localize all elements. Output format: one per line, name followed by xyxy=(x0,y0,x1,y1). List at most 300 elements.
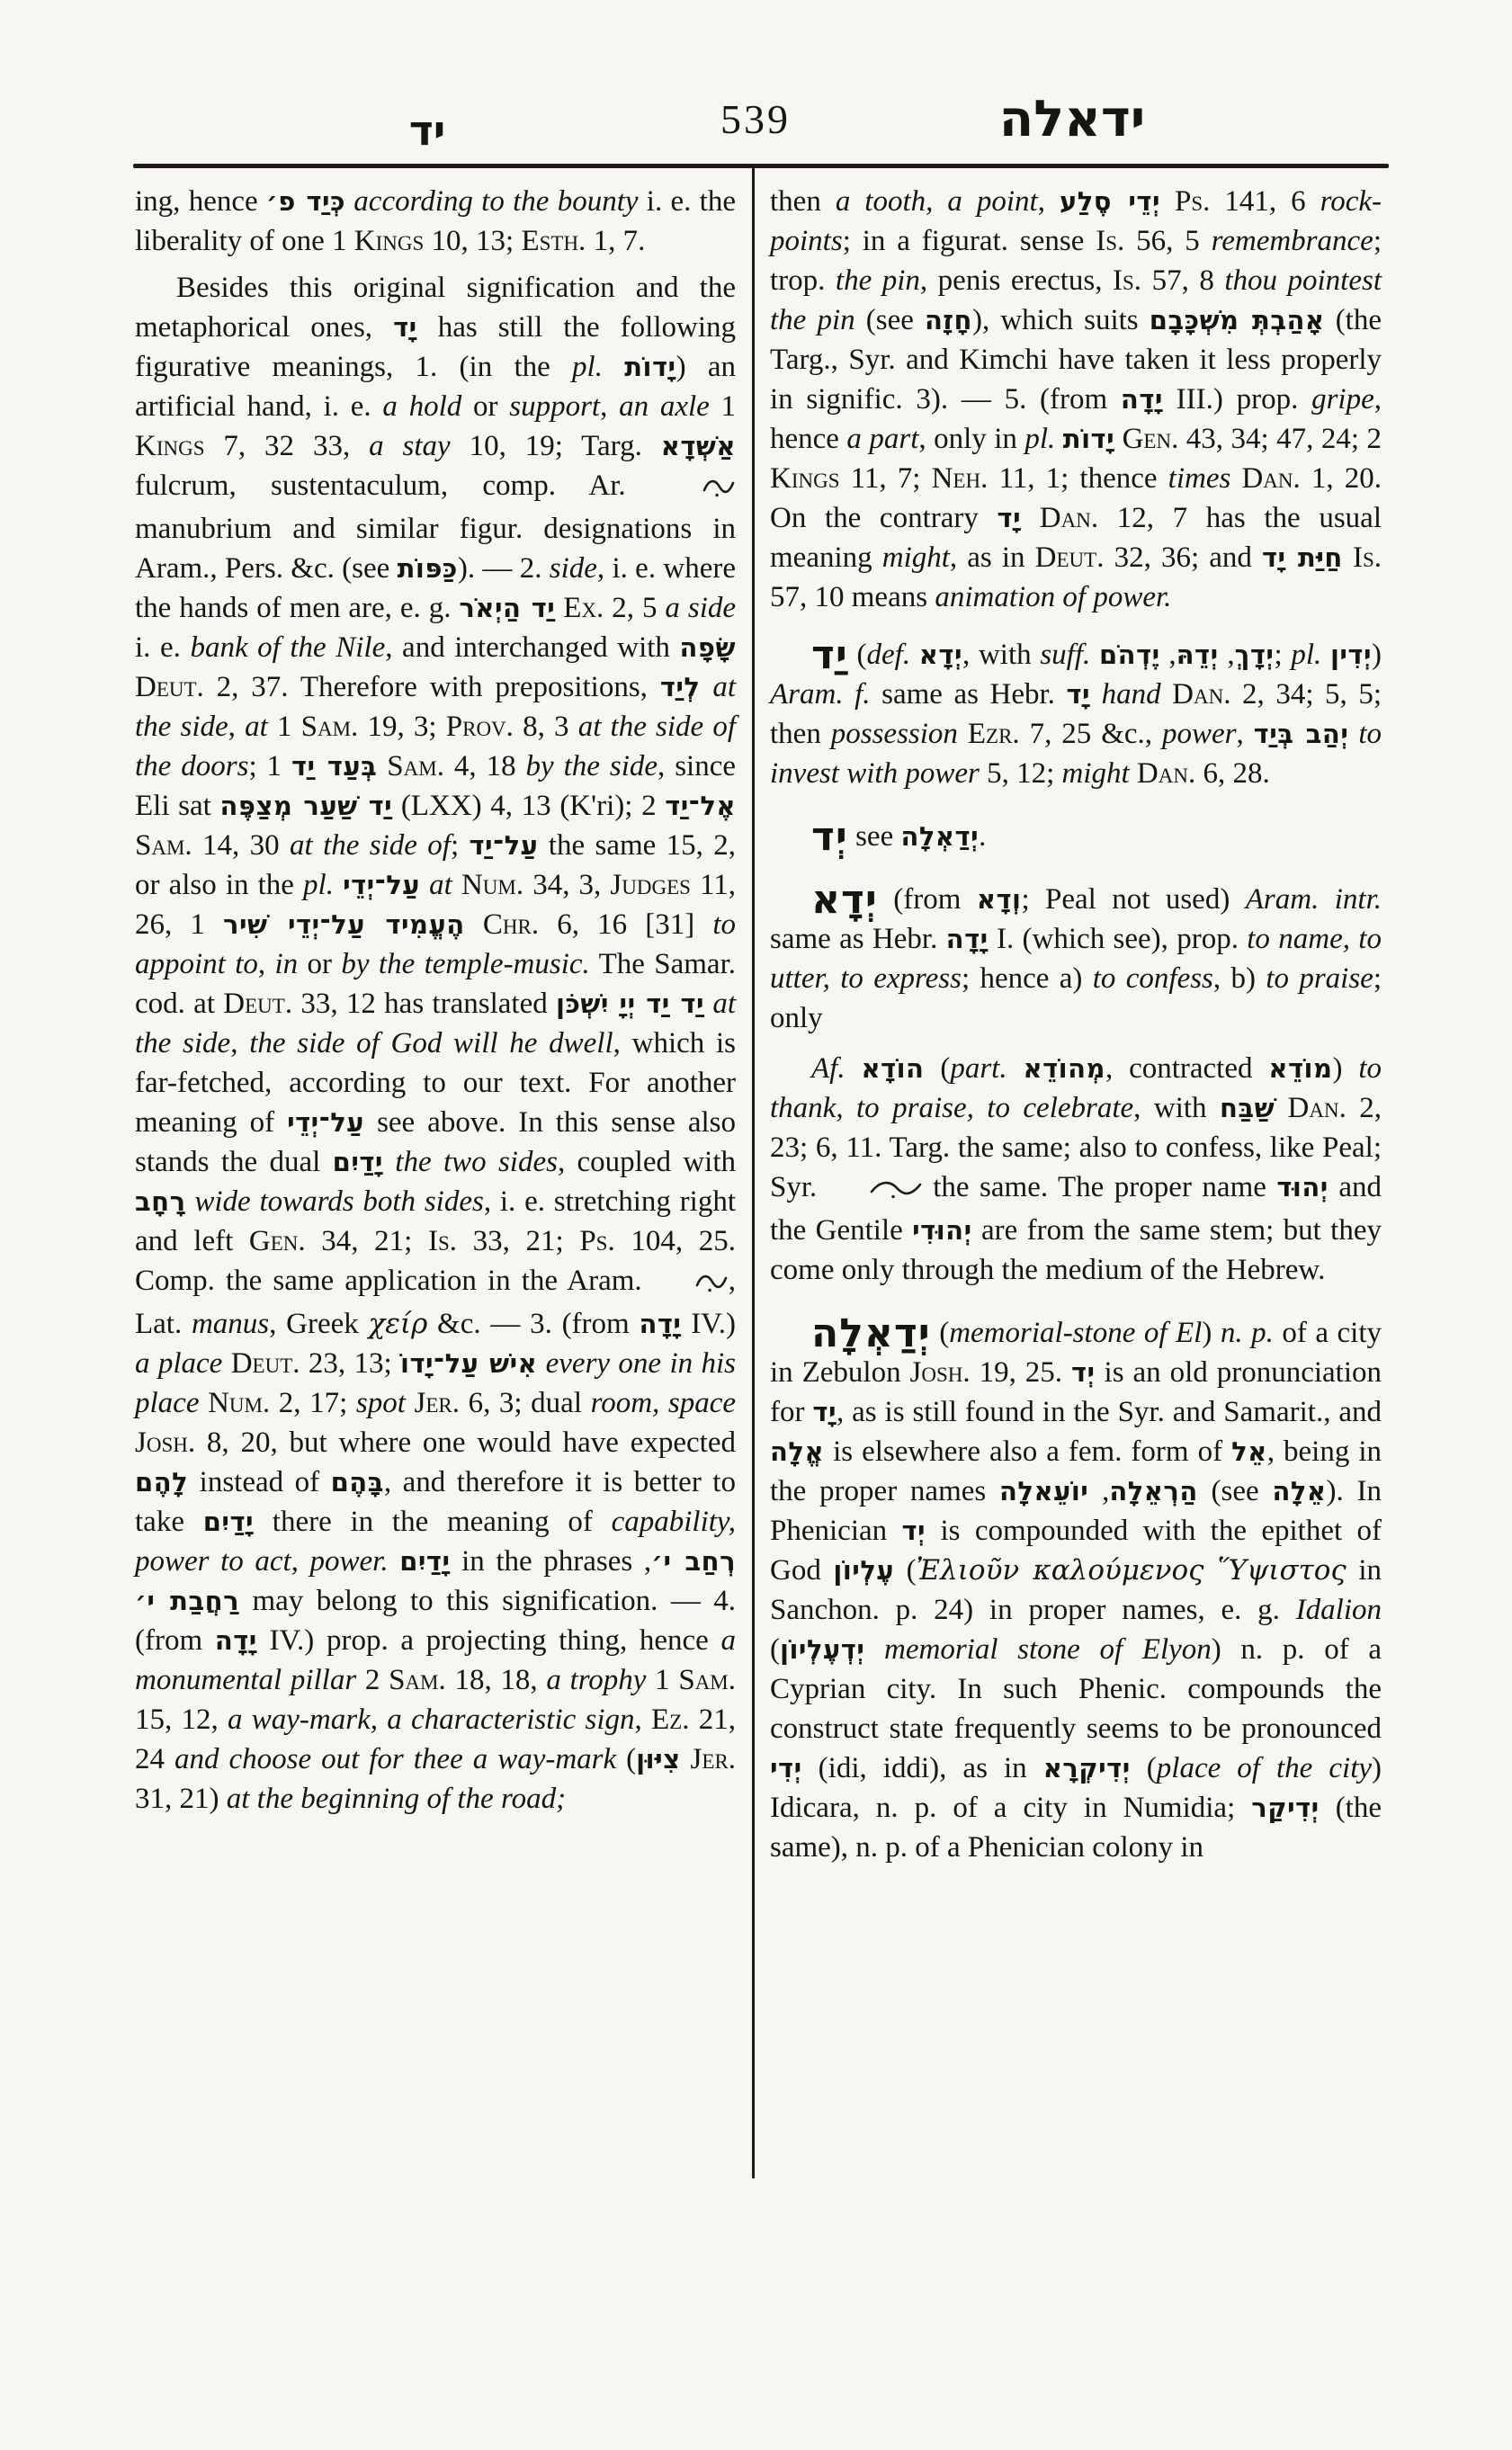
text-run: , since Eli sat xyxy=(135,750,737,822)
text-run xyxy=(1090,678,1102,711)
reference-text-run: Judges xyxy=(610,869,691,901)
text-run: , hence xyxy=(770,383,1382,455)
text-run: (idi, iddi), as in xyxy=(801,1752,1043,1784)
reference-text-run: Is. xyxy=(427,1225,457,1257)
reference-text-run: Dan. xyxy=(1172,678,1231,711)
hebrew-word: מוֹדֵא xyxy=(1268,1053,1333,1084)
text-run: &c. — 3. (from xyxy=(427,1308,640,1340)
text-run: , and therefore it is better to take xyxy=(135,1466,736,1538)
text-run xyxy=(555,592,563,624)
text-run xyxy=(700,671,712,703)
text-run: 2, 34; 5, 5; then xyxy=(770,678,1382,750)
italic-text-run: suff. xyxy=(1040,639,1091,671)
text-run: 1 xyxy=(709,390,737,423)
italic-text-run: a part xyxy=(846,423,919,455)
text-run: ; hence a) xyxy=(962,962,1093,995)
italic-text-run: possession xyxy=(830,718,958,750)
text-run: ; only xyxy=(770,962,1382,1034)
hebrew-word: יְדִין xyxy=(1329,639,1373,670)
column-divider-rule xyxy=(752,165,755,2178)
text-run: ). — 2. xyxy=(457,552,550,585)
hebrew-word: שָׂפָה xyxy=(679,632,736,663)
text-run: then xyxy=(770,185,836,218)
text-run: , xyxy=(1037,185,1060,218)
italic-text-run: manus xyxy=(191,1308,270,1340)
text-run: , xyxy=(600,390,620,423)
hebrew-word: יְד xyxy=(901,1516,926,1546)
hebrew-word: עַל־יַד xyxy=(469,830,539,861)
text-run: 1 xyxy=(190,908,483,941)
left-column xyxy=(135,182,736,1819)
text-run: ; xyxy=(450,829,470,862)
text-run: , with xyxy=(962,639,1041,671)
text-run: i. e. xyxy=(135,631,191,664)
italic-text-run: the side of God will he dwell xyxy=(249,1027,613,1060)
reference-text-run: Jer. xyxy=(414,1387,460,1419)
reference-text-run: Deut. xyxy=(223,988,293,1020)
reference-text-run: Num. xyxy=(208,1387,271,1419)
hebrew-word: לָהֶם xyxy=(135,1467,189,1498)
arabic-word-glyph xyxy=(660,469,736,509)
italic-text-run: def. xyxy=(866,639,911,671)
text-run xyxy=(1021,502,1040,534)
hebrew-word: כְּיַד פ׳ xyxy=(265,186,346,217)
italic-text-run: might xyxy=(881,541,950,574)
text-run: 1 xyxy=(646,1664,679,1696)
text-run: 19, 3; xyxy=(358,711,446,743)
text-run xyxy=(1007,1052,1024,1085)
text-run: 1, 7. xyxy=(586,225,646,257)
text-run xyxy=(1161,678,1173,711)
text-run: manubrium and similar figur. designations in Aram., Pers. &c. (see xyxy=(135,513,736,585)
reference-text-run: Ps. xyxy=(1174,185,1211,218)
text-run: , as is still found in the Syr. and Samarit., and xyxy=(836,1396,1382,1428)
right-column xyxy=(770,182,1382,1867)
reference-text-run: Esth. xyxy=(521,225,586,257)
text-run xyxy=(1230,462,1241,495)
text-run xyxy=(1321,639,1330,671)
hebrew-word: יוֹעֵאלָה xyxy=(998,1476,1089,1507)
text-run: , coupled with xyxy=(557,1146,736,1178)
reference-text-run: Ps. xyxy=(579,1225,615,1257)
text-run: 19, 25. xyxy=(970,1356,1071,1389)
text-run: 11, 1; thence xyxy=(988,462,1168,495)
text-run xyxy=(864,1633,884,1666)
italic-text-run: capability, power to act, power. xyxy=(135,1506,736,1578)
text-run: 7, 25 &c., xyxy=(1019,718,1162,750)
hebrew-headword: יְדָא xyxy=(811,877,878,923)
text-run: 8, 3 xyxy=(513,711,578,743)
italic-text-run: part. xyxy=(950,1052,1007,1085)
italic-text-run: Af. xyxy=(811,1052,845,1085)
hebrew-word: לְיַד xyxy=(659,672,701,702)
text-run: 8, 20, but where one would have expected xyxy=(195,1426,736,1459)
text-run xyxy=(1348,718,1358,750)
hebrew-word: הוֹדָא xyxy=(861,1053,925,1084)
italic-text-run: to praise xyxy=(1266,962,1373,995)
italic-text-run: a place xyxy=(135,1347,223,1380)
reference-text-run: Neh. xyxy=(931,462,989,495)
italic-text-run: at the side of xyxy=(290,829,451,862)
reference-text-run: Dan. xyxy=(1136,757,1196,790)
text-run xyxy=(1275,1092,1287,1124)
hebrew-word: יַד הַיְאֹר xyxy=(459,593,556,623)
italic-text-run: n. p. xyxy=(1220,1317,1274,1349)
text-run: 10, 13; xyxy=(424,225,522,257)
text-run: see xyxy=(847,820,901,853)
text-run: , xyxy=(634,1703,652,1736)
reference-text-run: Dan. xyxy=(1039,502,1099,534)
hebrew-word: יְדִיקַר xyxy=(1251,1793,1320,1823)
greek-text-run: Ἐλιοῦν καλούμενος Ὕψιστος xyxy=(916,1554,1346,1587)
hebrew-word: אֶל־יַד xyxy=(665,791,736,821)
text-run: 31, 21) xyxy=(135,1783,227,1815)
hebrew-word: אֵל xyxy=(1231,1436,1267,1467)
text-run: 2, 23; 6, 11. Targ. the same; also to confess, like Peal; Syr. xyxy=(770,1092,1382,1203)
hebrew-word: יָדָה xyxy=(1120,384,1163,415)
text-run: , and interchanged with xyxy=(385,631,680,664)
hebrew-word: יָדַיִם xyxy=(202,1507,255,1537)
text-run: is elsewhere also a fem. form of xyxy=(824,1435,1232,1468)
italic-text-run: might xyxy=(1061,757,1130,790)
italic-text-run: support xyxy=(509,390,601,423)
text-run: ; Peal not used) xyxy=(1021,883,1246,916)
hebrew-word: בָּהֶם xyxy=(330,1467,384,1498)
text-run: ing, hence xyxy=(135,185,266,218)
italic-text-run: Aram. f. xyxy=(770,678,871,711)
reference-text-run: Num. xyxy=(461,869,524,901)
text-run: same as Hebr. xyxy=(770,923,946,955)
text-run: has still the following figurative meanings, 1. (in the xyxy=(135,311,736,383)
greek-text-run: χείρ xyxy=(368,1308,428,1340)
text-run: , xyxy=(1218,639,1235,671)
text-run: the same. The proper name xyxy=(922,1171,1277,1203)
text-run: , which is far-fetched, according to our text. For another meaning of xyxy=(135,1027,736,1139)
text-run: are from the same stem; but they come only through the medium of the Hebrew. xyxy=(770,1214,1382,1286)
hebrew-word: אַשְׁדָא xyxy=(660,431,736,461)
text-run: . xyxy=(979,820,987,853)
text-run: ; in a figurat. sense xyxy=(842,225,1096,257)
text-run xyxy=(334,869,343,901)
text-run: 12, 7 has the usual meaning xyxy=(770,502,1382,574)
text-run: ( xyxy=(770,1633,780,1666)
reference-text-run: Chr. xyxy=(482,908,540,941)
text-run: , penis erectus, xyxy=(919,264,1114,297)
text-run: in the phrases xyxy=(450,1545,644,1578)
text-run: in Sanchon. p. 24) in proper names, e. g. xyxy=(770,1554,1382,1626)
italic-text-run: pl. xyxy=(303,869,334,901)
text-run: , xyxy=(1088,1475,1110,1507)
text-run: , xyxy=(257,948,275,980)
text-run: ). In Phenician xyxy=(770,1475,1382,1547)
text-run: ( xyxy=(616,1743,637,1775)
text-run: 32, 36; and xyxy=(1104,541,1262,574)
italic-text-run: a monumental pillar xyxy=(135,1624,736,1696)
text-run: 11, 26, xyxy=(135,869,737,941)
hebrew-word: יָדָה xyxy=(639,1309,682,1339)
text-run xyxy=(845,1052,862,1085)
text-run: 57, 10 means xyxy=(770,581,935,613)
text-run xyxy=(199,1387,208,1419)
text-run xyxy=(537,1347,545,1380)
syriac-word-glyph xyxy=(653,1265,729,1304)
hebrew-word: יָד xyxy=(997,503,1022,533)
text-run: 34, 3, xyxy=(523,869,611,901)
text-run: 14, 30 xyxy=(192,829,291,862)
text-run: , contracted xyxy=(1105,1052,1269,1085)
hebrew-word: וְדָא xyxy=(976,884,1022,915)
text-run xyxy=(1343,541,1353,574)
text-run: 2 xyxy=(641,790,666,822)
italic-text-run: memorial stone of Elyon xyxy=(884,1633,1212,1666)
hebrew-word: רָחָב xyxy=(135,1186,186,1217)
hebrew-word: יְהַב בְּיַד xyxy=(1253,719,1349,749)
dictionary-paragraph xyxy=(770,182,1382,617)
italic-text-run: memorial-stone of El xyxy=(949,1317,1203,1349)
text-run xyxy=(420,869,429,901)
text-run: I. (which see), prop. xyxy=(988,923,1248,955)
text-run: or xyxy=(298,948,342,980)
hebrew-word: אִישׁ עַל־יָדוֹ xyxy=(400,1348,538,1379)
hebrew-headword: יְד xyxy=(811,814,848,860)
text-run xyxy=(389,1545,400,1578)
italic-text-run: in xyxy=(274,948,299,980)
text-run: (LXX) 4, 13 (K'ri); xyxy=(392,790,642,822)
text-run: 141, 6 xyxy=(1210,185,1320,218)
reference-text-run: Deut. xyxy=(230,1347,300,1380)
text-run xyxy=(1160,185,1175,218)
hebrew-word: יָדוֹת xyxy=(1062,424,1115,454)
dictionary-paragraph xyxy=(770,814,1382,860)
text-run: see above. In this sense also stands the dual xyxy=(135,1106,736,1178)
text-run: and the Gentile xyxy=(770,1171,1382,1247)
syriac-word-glyph xyxy=(828,1171,923,1211)
text-run: instead of xyxy=(188,1466,331,1498)
page-number: 539 xyxy=(720,96,791,142)
italic-text-run: rock-points xyxy=(770,185,1382,257)
text-run: III.) prop. xyxy=(1162,383,1312,416)
italic-text-run: a tooth, a point xyxy=(835,185,1038,218)
italic-text-run: at the side xyxy=(135,988,736,1060)
reference-text-run: Sam. xyxy=(387,750,444,782)
text-run: (from xyxy=(877,883,977,916)
text-run: , i. e. stretching right and left xyxy=(135,1185,736,1257)
text-run: , with xyxy=(1133,1092,1220,1124)
italic-text-run: to name, to utter, to express xyxy=(770,923,1382,995)
italic-text-run: thou pointest the pin xyxy=(770,264,1382,336)
text-run: ) n. p. of a Cyprian city. In such Phenic. compounds the construct state frequently seems to be pronounced xyxy=(770,1633,1382,1745)
text-run: 2, 37. Therefore with prepositions, xyxy=(203,671,660,703)
hebrew-word: אָהַבְתְּ מִשְׁכָּבָם xyxy=(1149,305,1325,335)
text-run: 1, 20. On the contrary xyxy=(770,462,1382,534)
hebrew-word: יְדָא xyxy=(918,639,962,670)
italic-text-run: pl. xyxy=(572,351,603,383)
italic-text-run: at the beginning of the road; xyxy=(226,1783,567,1815)
hebrew-word: חַיַּת יָד xyxy=(1262,542,1343,573)
italic-text-run: every one in his place xyxy=(135,1347,736,1419)
hebrew-word: יָדַיִם xyxy=(399,1546,451,1577)
hebrew-word: חָזָה xyxy=(925,305,972,335)
text-run xyxy=(222,1347,230,1380)
italic-text-run: remembrance xyxy=(1211,225,1373,257)
reference-text-run: Sam. xyxy=(678,1664,737,1696)
text-run xyxy=(1055,423,1062,455)
text-run: fulcrum, sustentaculum, comp. Ar. xyxy=(135,469,660,502)
text-run: (the Targ., Syr. and Kimchi have taken it less properly in signific. 3). — 5. (from xyxy=(770,304,1382,416)
reference-text-run: Kings xyxy=(353,225,425,257)
text-run: of a city in Zebulon xyxy=(770,1317,1382,1389)
text-run xyxy=(1090,639,1099,671)
text-run: 7, 32 33, xyxy=(204,430,370,462)
hebrew-word: אֵלָה xyxy=(1272,1476,1327,1507)
dictionary-paragraph xyxy=(135,182,736,261)
text-run: is an old pronunciation for xyxy=(770,1356,1382,1428)
text-run: 43, 34; 47, 24; 2 xyxy=(1178,423,1382,455)
italic-text-run: a way-mark, a characteristic sign xyxy=(228,1703,635,1736)
hebrew-word: עַל־יְדֵי xyxy=(287,1107,365,1138)
text-run xyxy=(406,1387,415,1419)
italic-text-run: side xyxy=(549,552,597,585)
reference-text-run: Gen. xyxy=(248,1225,306,1257)
italic-text-run: animation of power. xyxy=(935,581,1172,613)
text-run: 34, 21; xyxy=(305,1225,428,1257)
text-run: (the same), n. p. of a Phenician colony in xyxy=(770,1792,1382,1864)
reference-text-run: Kings xyxy=(770,462,840,495)
hebrew-word: מְהוֹדֵא xyxy=(1023,1053,1105,1084)
text-run: 6, 3; dual xyxy=(460,1387,591,1419)
hebrew-word: יְהוּד xyxy=(1276,1172,1329,1203)
text-run: ) xyxy=(1332,1052,1359,1085)
italic-text-run: the two sides xyxy=(395,1146,558,1178)
text-run: 18, 18, xyxy=(445,1664,547,1696)
text-run: ( xyxy=(930,1317,950,1349)
reference-text-run: Ezr. xyxy=(967,718,1020,750)
text-run: (see xyxy=(854,304,925,336)
hebrew-word: יְדִיקְרָא xyxy=(1042,1753,1131,1784)
text-run xyxy=(704,988,712,1020)
text-run: there in the meaning of xyxy=(254,1506,612,1538)
italic-text-run: and choose out for thee a way-mark xyxy=(174,1743,617,1775)
italic-text-run: the pin xyxy=(835,264,920,297)
reference-text-run: Kings xyxy=(135,430,205,462)
italic-text-run: a side xyxy=(665,592,737,624)
reference-text-run: Ez. xyxy=(651,1703,690,1736)
italic-text-run: to invest with power xyxy=(770,718,1382,790)
text-run: same as Hebr. xyxy=(870,678,1067,711)
reference-text-run: Josh. xyxy=(909,1356,971,1389)
text-run: 4, 18 xyxy=(443,750,526,782)
text-run: 5, 12; xyxy=(979,757,1062,790)
text-run: ) xyxy=(1372,639,1382,671)
hebrew-word: יָדַיִם xyxy=(332,1147,383,1177)
italic-text-run: wide towards both sides xyxy=(194,1185,484,1218)
text-run: , as in xyxy=(949,541,1035,574)
italic-text-run: pl. xyxy=(1291,639,1322,671)
text-run: , only in xyxy=(918,423,1025,455)
text-run xyxy=(681,1743,691,1775)
text-run: 33, 21; xyxy=(457,1225,580,1257)
text-run: , xyxy=(1159,639,1176,671)
dictionary-paragraph xyxy=(770,632,1382,793)
dictionary-paragraph xyxy=(770,877,1382,1038)
text-run: , xyxy=(230,1027,250,1060)
text-run: , being in the proper names xyxy=(770,1435,1382,1507)
text-run: ( xyxy=(894,1554,917,1587)
italic-text-run: a hold xyxy=(382,390,462,423)
hebrew-word: יְדִי xyxy=(770,1753,802,1784)
italic-text-run: a stay xyxy=(369,430,451,462)
text-run: ; xyxy=(248,750,267,782)
text-run: 57, 8 xyxy=(1141,264,1225,297)
hebrew-word: הֶעֱמִיד עַל־יְדֵי שִׁיר xyxy=(223,909,465,940)
hebrew-word: יָדָה xyxy=(945,924,989,954)
hebrew-word: שַׁבַּח xyxy=(1219,1093,1275,1123)
hebrew-word: הַרְאֵלָה xyxy=(1109,1476,1198,1507)
hebrew-word: עֶלְיוֹן xyxy=(833,1555,895,1586)
reference-text-run: Prov. xyxy=(445,711,514,743)
text-run: , i. e. where the hands of men are, e. g. xyxy=(135,552,736,624)
text-run: IV.) xyxy=(681,1308,736,1340)
text-run: 23, 13; xyxy=(300,1347,401,1380)
text-run: The Samar. cod. at xyxy=(135,948,736,1020)
italic-text-run: hand xyxy=(1101,678,1161,711)
italic-text-run: times xyxy=(1168,462,1231,495)
italic-text-run: a trophy xyxy=(546,1664,647,1696)
reference-text-run: Is. xyxy=(1352,541,1382,574)
hebrew-word: בְּעַד יַד xyxy=(291,751,378,782)
hebrew-word: רַחֲבַת י׳ xyxy=(135,1586,240,1616)
hebrew-word: יְדֵהּ xyxy=(1176,639,1219,670)
italic-text-run: Idalion xyxy=(1295,1594,1382,1626)
text-run: Besides this original signification and the metaphorical ones, xyxy=(135,272,736,344)
hebrew-word: יְד xyxy=(1071,1357,1096,1388)
italic-text-run: room, space xyxy=(590,1387,737,1419)
hebrew-word: יְדַאְלָה xyxy=(900,821,980,852)
hebrew-word: יַד יַד יְיָ יִשְׁכֹּן xyxy=(556,988,705,1019)
reference-text-run: Deut. xyxy=(135,671,204,703)
italic-text-run: at xyxy=(245,711,268,743)
hebrew-word: עַל־יְדֵי xyxy=(343,870,421,900)
hebrew-word: צִיּוּן xyxy=(636,1744,681,1775)
italic-text-run: Aram. intr. xyxy=(1245,883,1382,916)
header-catchword-right: ידאלה xyxy=(998,90,1146,148)
hebrew-word: יְדֵי סֶלַע xyxy=(1059,186,1160,217)
hebrew-headword: יְדַאְלָה xyxy=(811,1310,931,1356)
reference-text-run: Jer. xyxy=(690,1743,737,1775)
text-run: , xyxy=(643,1545,652,1578)
italic-text-run: at the side xyxy=(135,671,737,743)
text-run: (see xyxy=(1197,1475,1273,1507)
reference-text-run: Ex. xyxy=(563,592,604,624)
text-run: 1 xyxy=(267,711,301,743)
italic-text-run: pl. xyxy=(1024,423,1056,455)
text-run: 11, 7; xyxy=(839,462,932,495)
italic-text-run: by the temple-music. xyxy=(341,948,590,980)
text-run xyxy=(186,1185,195,1218)
text-run: 104, 25. Comp. the same application in the Aram. xyxy=(135,1225,737,1297)
hebrew-word: אֱלָה xyxy=(770,1436,825,1467)
text-run: 15, 12, xyxy=(135,1703,228,1736)
italic-text-run: spot xyxy=(355,1387,406,1419)
text-run: ( xyxy=(1130,1752,1157,1784)
text-run: ) Idicara, n. p. of a city in Numidia; xyxy=(770,1752,1382,1824)
text-run: 6, 16 [31] xyxy=(539,908,713,941)
text-run: 21, 24 xyxy=(135,1703,736,1775)
text-run: 2, 17; xyxy=(270,1387,356,1419)
reference-text-run: Sam. xyxy=(135,829,192,862)
text-run xyxy=(958,718,968,750)
text-run: 2 xyxy=(356,1664,389,1696)
